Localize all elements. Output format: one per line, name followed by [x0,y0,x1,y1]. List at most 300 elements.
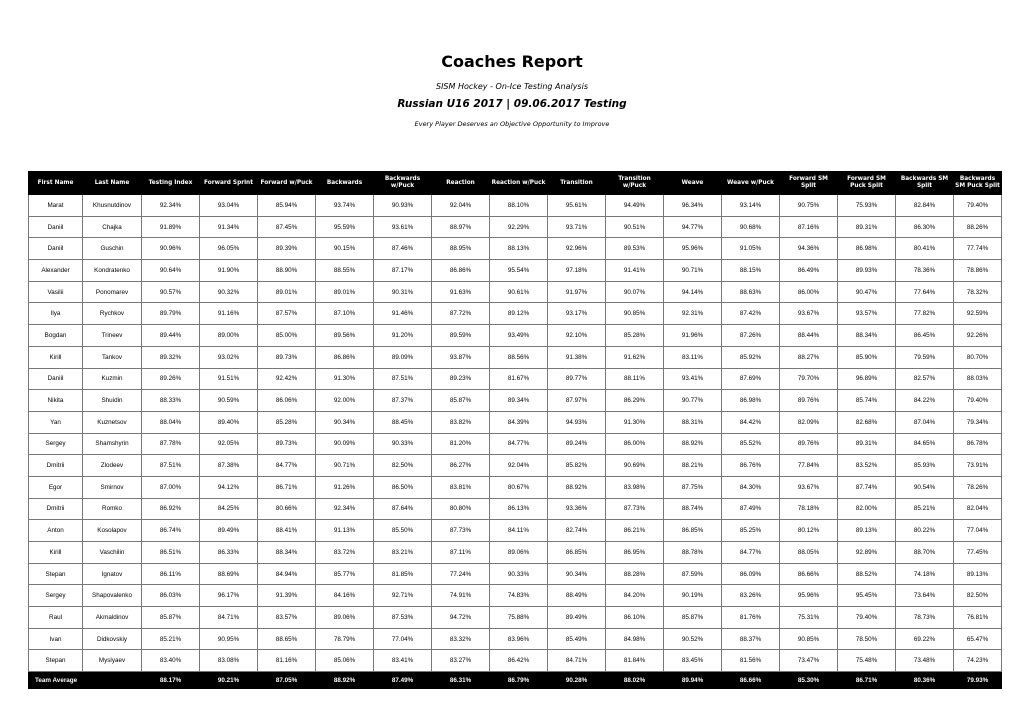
table-cell: 90.33% [374,433,432,455]
table-cell: Daniil [29,238,83,260]
table-cell: 87.11% [432,542,490,564]
column-header: First Name [29,172,83,195]
table-cell: 88.63% [722,281,780,303]
team-average-cell: 90.28% [548,672,606,689]
table-cell: 88.31% [664,411,722,433]
table-cell: 79.34% [954,411,1002,433]
table-cell: 87.45% [258,216,316,238]
table-cell: Vaschilin [83,542,142,564]
table-cell: 81.20% [432,433,490,455]
table-cell: 80.12% [780,520,838,542]
table-cell: 90.68% [722,216,780,238]
table-cell: 90.71% [664,260,722,282]
table-cell: 89.79% [142,303,200,325]
table-cell: 86.42% [490,650,548,672]
table-cell: 90.57% [142,281,200,303]
table-cell: Tankov [83,346,142,368]
team-average-cell: 87.49% [374,672,432,689]
column-header: Backwards SM Split [896,172,954,195]
table-cell: 85.25% [722,520,780,542]
table-cell: 85.87% [664,607,722,629]
table-cell: 90.34% [548,563,606,585]
table-cell: 94.14% [664,281,722,303]
table-row [29,563,1002,585]
table-cell: 87.51% [374,368,432,390]
table-cell: 82.74% [548,520,606,542]
table-cell: 80.41% [896,238,954,260]
table-cell: 76.81% [954,607,1002,629]
table-cell: 90.61% [490,281,548,303]
table-cell: 87.74% [838,476,896,498]
report-title: Coaches Report [441,52,583,71]
table-cell: 88.45% [374,411,432,433]
table-cell: 91.97% [548,281,606,303]
table-cell: 87.46% [374,238,432,260]
table-cell: 91.63% [432,281,490,303]
table-cell: 87.53% [374,607,432,629]
table-row [29,238,1002,260]
table-cell: 90.77% [664,390,722,412]
table-cell: 86.33% [200,542,258,564]
table-cell: 75.88% [490,607,548,629]
table-cell: Zlodeev [83,455,142,477]
table-cell: 96.17% [200,585,258,607]
table-cell: 88.41% [258,520,316,542]
table-cell: Kondratenko [83,260,142,282]
table-row [29,520,1002,542]
table-row [29,411,1002,433]
table-cell: 93.17% [548,303,606,325]
table-cell: 93.02% [200,346,258,368]
table-cell: 73.91% [954,455,1002,477]
table-cell: 86.03% [142,585,200,607]
table-cell: 91.05% [722,238,780,260]
table-cell: 90.19% [664,585,722,607]
table-cell: 91.41% [606,260,664,282]
table-cell: 86.50% [374,476,432,498]
table-cell: 80.66% [258,498,316,520]
table-cell: 90.33% [490,563,548,585]
table-cell: 82.00% [838,498,896,520]
table-cell: 95.96% [664,238,722,260]
table-cell: 88.52% [838,563,896,585]
table-cell: 88.13% [490,238,548,260]
table-cell: Nikita [29,390,83,412]
table-cell: 93.57% [838,303,896,325]
table-cell: 87.00% [142,476,200,498]
table-cell: 86.49% [780,260,838,282]
table-cell: 83.96% [490,628,548,650]
table-cell: Trineev [83,325,142,347]
table-cell: 86.74% [142,520,200,542]
table-cell: 92.71% [374,585,432,607]
table-cell: 86.06% [258,390,316,412]
table-cell: 92.04% [490,455,548,477]
column-header: Last Name [83,172,142,195]
table-cell: 83.32% [432,628,490,650]
table-row [29,281,1002,303]
table-cell: 86.00% [606,433,664,455]
table-cell: 85.93% [896,455,954,477]
table-row [29,628,1002,650]
table-cell: 89.73% [258,346,316,368]
table-cell: 88.97% [432,216,490,238]
table-cell: 92.05% [200,433,258,455]
table-cell: 95.59% [316,216,374,238]
table-cell: 85.87% [142,607,200,629]
table-cell: 94.72% [432,607,490,629]
table-row [29,650,1002,672]
table-cell: 86.30% [896,216,954,238]
table-cell: Daniil [29,368,83,390]
table-cell: 89.12% [490,303,548,325]
table-cell: 85.92% [722,346,780,368]
table-cell: 81.56% [722,650,780,672]
table-cell: 90.09% [316,433,374,455]
table-cell: 90.51% [606,216,664,238]
column-header: Forward Sprint [200,172,258,195]
table-cell: Vasilii [29,281,83,303]
table-cell: 89.32% [142,346,200,368]
table-cell: 87.69% [722,368,780,390]
table-cell: Kosolapov [83,520,142,542]
table-cell: 83.11% [664,346,722,368]
table-cell: 93.36% [548,498,606,520]
table-cell: 74.23% [954,650,1002,672]
table-cell: 81.76% [722,607,780,629]
table-cell: Alexander [29,260,83,282]
table-cell: 78.18% [780,498,838,520]
table-cell: 86.66% [780,563,838,585]
team-average-cell: 79.93% [954,672,1002,689]
table-cell: 85.90% [838,346,896,368]
table-cell: Sergey [29,585,83,607]
table-cell: Smirnov [83,476,142,498]
table-cell: 84.25% [200,498,258,520]
table-cell: 85.87% [432,390,490,412]
table-cell: 90.52% [664,628,722,650]
table-cell: 75.93% [838,195,896,217]
table-cell: 88.04% [142,411,200,433]
table-cell: 85.82% [548,455,606,477]
table-cell: Shuidin [83,390,142,412]
table-cell: 86.86% [316,346,374,368]
table-cell: 87.73% [606,498,664,520]
table-cell: 87.72% [432,303,490,325]
table-cell: 84.77% [490,433,548,455]
table-cell: Ignatov [83,563,142,585]
table-cell: 89.93% [838,260,896,282]
table-cell: 89.09% [374,346,432,368]
table-cell: 86.86% [432,260,490,282]
table-cell: 90.69% [606,455,664,477]
table-cell: 86.78% [954,433,1002,455]
table-cell: 85.94% [258,195,316,217]
table-cell: 89.06% [490,542,548,564]
table-row [29,585,1002,607]
table-row [29,476,1002,498]
table-cell: 87.57% [258,303,316,325]
table-cell: 90.75% [780,195,838,217]
table-cell: 89.49% [200,520,258,542]
table-cell: 95.45% [838,585,896,607]
table-cell: 95.54% [490,260,548,282]
table-cell: 89.34% [490,390,548,412]
table-cell: 89.23% [432,368,490,390]
table-cell: 84.77% [258,455,316,477]
table-cell: 90.85% [780,628,838,650]
table-cell: 89.76% [780,390,838,412]
table-cell: 86.98% [838,238,896,260]
table-cell: 88.92% [664,433,722,455]
table-cell: 86.85% [664,520,722,542]
table-cell: 84.20% [606,585,664,607]
team-average-label: Team Average [29,672,142,689]
table-cell: 75.31% [780,607,838,629]
table-cell: 85.21% [896,498,954,520]
table-cell: 85.00% [258,325,316,347]
table-cell: 83.57% [258,607,316,629]
table-cell: 91.51% [200,368,258,390]
table-cell: 92.34% [142,195,200,217]
table-cell: 85.06% [316,650,374,672]
table-cell: 84.71% [548,650,606,672]
table-body [29,195,1002,689]
table-cell: 83.08% [200,650,258,672]
table-cell: Stepan [29,650,83,672]
table-cell: 81.16% [258,650,316,672]
table-cell: Kuznetsov [83,411,142,433]
table-cell: 84.71% [200,607,258,629]
table-cell: 93.41% [664,368,722,390]
table-cell: Raul [29,607,83,629]
table-cell: 80.22% [896,520,954,542]
table-cell: 79.59% [896,346,954,368]
team-average-cell: 90.21% [200,672,258,689]
table-cell: Bogdan [29,325,83,347]
table-cell: 86.11% [142,563,200,585]
table-cell: 80.70% [954,346,1002,368]
table-cell: 88.10% [490,195,548,217]
table-cell: 91.39% [258,585,316,607]
table-cell: 83.98% [606,476,664,498]
table-cell: 83.26% [722,585,780,607]
table-cell: 83.21% [374,542,432,564]
table-cell: 89.44% [142,325,200,347]
table-cell: 92.29% [490,216,548,238]
table-cell: 92.96% [548,238,606,260]
table-cell: 89.31% [838,433,896,455]
table-cell: 81.67% [490,368,548,390]
table-cell: 80.80% [432,498,490,520]
table-cell: 90.85% [606,303,664,325]
table-cell: 88.34% [838,325,896,347]
table-cell: Didkovskiy [83,628,142,650]
table-cell: 69.22% [896,628,954,650]
table-cell: 89.56% [316,325,374,347]
table-cell: 86.92% [142,498,200,520]
team-average-cell: 88.17% [142,672,200,689]
table-cell: 95.96% [780,585,838,607]
table-cell: 89.00% [200,325,258,347]
table-cell: 96.89% [838,368,896,390]
table-cell: 83.72% [316,542,374,564]
table-cell: 94.49% [606,195,664,217]
table-cell: 78.50% [838,628,896,650]
column-header: Weave w/Puck [722,172,780,195]
table-cell: 89.77% [548,368,606,390]
table-cell: 89.53% [606,238,664,260]
table-cell: 80.67% [490,476,548,498]
table-cell: 89.73% [258,433,316,455]
table-cell: 84.22% [896,390,954,412]
table-cell: Sergey [29,433,83,455]
table-cell: 90.15% [316,238,374,260]
table-cell: 91.34% [200,216,258,238]
table-cell: 89.13% [838,520,896,542]
table-cell: 87.64% [374,498,432,520]
team-average-cell: 89.94% [664,672,722,689]
table-cell: Ilya [29,303,83,325]
table-cell: 82.09% [780,411,838,433]
table-cell: 93.71% [548,216,606,238]
column-header: Backwards SM Puck Split [954,172,1002,195]
table-cell: Dmitrii [29,498,83,520]
table-cell: Shapovalenko [83,585,142,607]
table-cell: 93.14% [722,195,780,217]
table-cell: 93.49% [490,325,548,347]
table-cell: 91.16% [200,303,258,325]
table-cell: Rychkov [83,303,142,325]
table-cell: 82.50% [374,455,432,477]
table-cell: 86.98% [722,390,780,412]
table-cell: 91.13% [316,520,374,542]
table-cell: 92.10% [548,325,606,347]
table-cell: 88.26% [954,216,1002,238]
table-cell: 87.75% [664,476,722,498]
table-cell: 77.04% [954,520,1002,542]
table-cell: 89.26% [142,368,200,390]
table-cell: Ivan [29,628,83,650]
table-cell: 77.04% [374,628,432,650]
table-cell: 86.00% [780,281,838,303]
table-cell: Egor [29,476,83,498]
table-cell: 94.77% [664,216,722,238]
table-cell: Kirill [29,346,83,368]
report-subtitle: SISM Hockey - On-Ice Testing Analysis [435,82,588,91]
table-cell: 75.48% [838,650,896,672]
table-cell: 91.62% [606,346,664,368]
table-cell: 84.11% [490,520,548,542]
table-row [29,216,1002,238]
table-cell: 92.00% [316,390,374,412]
table-cell: 90.96% [142,238,200,260]
table-cell: 88.34% [258,542,316,564]
table-cell: 91.26% [316,476,374,498]
table-row [29,433,1002,455]
table-cell: 88.65% [258,628,316,650]
table-cell: 85.77% [316,563,374,585]
table-cell: 97.18% [548,260,606,282]
table-cell: 88.49% [548,585,606,607]
table-cell: 90.93% [374,195,432,217]
table-cell: 78.26% [954,476,1002,498]
column-header: Reaction w/Puck [490,172,548,195]
table-cell: 88.33% [142,390,200,412]
table-cell: 79.70% [780,368,838,390]
table-cell: 89.01% [316,281,374,303]
table-cell: 82.50% [954,585,1002,607]
table-cell: 85.52% [722,433,780,455]
table-cell: 88.27% [780,346,838,368]
table-cell: 79.40% [838,607,896,629]
table-cell: 91.96% [664,325,722,347]
table-cell: 83.82% [432,411,490,433]
table-cell: 89.31% [838,216,896,238]
report-tagline: Every Player Deserves an Objective Opportunity to Improve [414,120,610,128]
table-row [29,303,1002,325]
table-cell: 88.21% [664,455,722,477]
table-cell: 65.47% [954,628,1002,650]
column-header: Backwards [316,172,374,195]
table-cell: 86.95% [606,542,664,564]
table-cell: 77.74% [954,238,1002,260]
table-cell: 90.47% [838,281,896,303]
table-cell: 86.51% [142,542,200,564]
table-cell: 87.26% [722,325,780,347]
table-cell: 89.06% [316,607,374,629]
team-average-cell: 86.66% [722,672,780,689]
table-cell: 92.42% [258,368,316,390]
table-row [29,195,1002,217]
table-cell: 92.04% [432,195,490,217]
table-row [29,542,1002,564]
table-cell: 93.67% [780,476,838,498]
table-cell: 83.40% [142,650,200,672]
table-cell: Romko [83,498,142,520]
table-cell: 90.59% [200,390,258,412]
table-cell: 84.42% [722,411,780,433]
column-header: Forward SM Split [780,172,838,195]
team-title: Russian U16 2017 | 09.06.2017 Testing [397,98,627,110]
table-cell: 82.84% [896,195,954,217]
table-cell: 85.49% [548,628,606,650]
table-cell: Dmitrii [29,455,83,477]
table-cell: 88.05% [780,542,838,564]
table-cell: 88.69% [200,563,258,585]
table-cell: 84.30% [722,476,780,498]
table-cell: 90.07% [606,281,664,303]
table-cell: 88.92% [548,476,606,498]
table-cell: Anton [29,520,83,542]
table-cell: 91.30% [316,368,374,390]
table-row [29,498,1002,520]
table-cell: 85.28% [606,325,664,347]
table-cell: 86.45% [896,325,954,347]
team-average-cell: 86.79% [490,672,548,689]
table-row [29,390,1002,412]
table-cell: 90.71% [316,455,374,477]
table-cell: 79.40% [954,195,1002,217]
table-cell: 74.91% [432,585,490,607]
table-cell: 95.61% [548,195,606,217]
table-cell: 81.84% [606,650,664,672]
team-average-cell: 86.71% [838,672,896,689]
table-cell: 86.29% [606,390,664,412]
table-cell: Akmaldinov [83,607,142,629]
table-cell: 88.78% [664,542,722,564]
table-cell: 73.64% [896,585,954,607]
